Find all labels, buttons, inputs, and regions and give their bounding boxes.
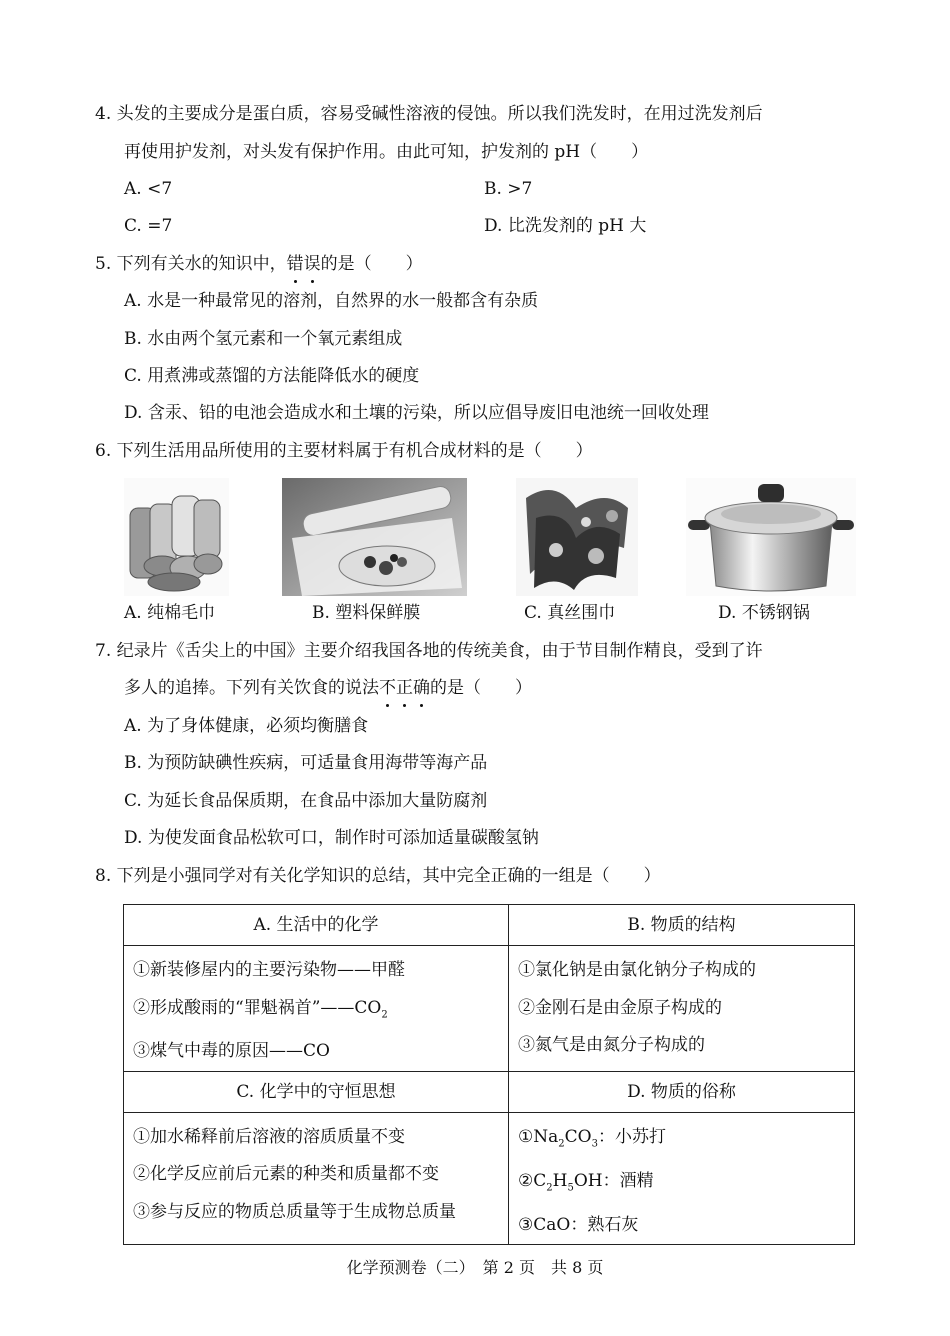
q7-option-a: A. 为了身体健康，必须均衡膳食 bbox=[124, 716, 369, 736]
option-c-item-2: ②化学反应前后元素的种类和质量都不变 bbox=[133, 1164, 439, 1185]
q5-stem-post: 的是（ ） bbox=[320, 254, 423, 274]
q4-option-c: C. =7 bbox=[124, 216, 173, 236]
option-d-content bbox=[509, 1112, 855, 1244]
q6-option-b: B. 塑料保鲜膜 bbox=[312, 603, 421, 623]
q4-option-b: B. >7 bbox=[484, 179, 533, 199]
option-b-item-3: ③氮气是由氮分子构成的 bbox=[518, 1035, 705, 1055]
option-c-item-3: ③参与反应的物质总质量等于生成物总质量 bbox=[133, 1201, 456, 1222]
option-d-item-2 bbox=[518, 1163, 854, 1207]
subscript: 3 bbox=[591, 1138, 598, 1150]
option-a-item-2-text: ②形成酸雨的“罪魁祸首”——CO bbox=[133, 997, 382, 1018]
q4-stem-line1: 4. 头发的主要成分是蛋白质，容易受碱性溶液的侵蚀。所以我们洗发时，在用过洗发剂后 bbox=[95, 104, 763, 124]
q6-option-c: C. 真丝围巾 bbox=[524, 603, 616, 623]
emphasis-char: 不 bbox=[379, 678, 396, 698]
emphasis-char: 误 bbox=[303, 254, 321, 274]
option-d-header: D. 物质的俗称 bbox=[509, 1071, 855, 1112]
q7-stem-post: 的是（ ） bbox=[430, 678, 532, 698]
q5-option-a: A. 水是一种最常见的溶剂，自然界的水一般都含有杂质 bbox=[124, 291, 539, 311]
stainless-pot-image bbox=[686, 478, 856, 596]
q4-option-a: A. <7 bbox=[124, 179, 173, 199]
q4-option-d: D. 比洗发剂的 pH 大 bbox=[484, 216, 647, 236]
formula-part: H bbox=[552, 1170, 568, 1191]
option-b-item-2: ②金刚石是由金原子构成的 bbox=[518, 997, 722, 1018]
emphasis-char: 错 bbox=[286, 254, 304, 274]
subscript: 2 bbox=[546, 1182, 553, 1194]
emphasis-char: 确 bbox=[413, 678, 430, 698]
q8-stem: 8. 下列是小强同学对有关化学知识的总结，其中完全正确的一组是（ ） bbox=[95, 866, 661, 886]
page-footer: 化学预测卷（二） 第 2 页 共 8 页 bbox=[346, 1258, 604, 1277]
q5-option-c: C. 用煮沸或蒸馏的方法能降低水的硬度 bbox=[124, 366, 420, 386]
q5-stem-pre: 5. 下列有关水的知识中， bbox=[95, 254, 287, 274]
option-b-header: B. 物质的结构 bbox=[509, 905, 855, 946]
option-a-content bbox=[124, 946, 509, 1072]
formula-part: ：小苏打 bbox=[597, 1126, 666, 1147]
option-d-item-1 bbox=[518, 1119, 854, 1163]
silk-scarf-image bbox=[516, 478, 638, 596]
q7-stem-pre: 多人的追捧。下列有关饮食的说法 bbox=[124, 678, 379, 698]
q7-option-c: C. 为延长食品保质期，在食品中添加大量防腐剂 bbox=[124, 791, 488, 811]
formula-part: OH：酒精 bbox=[573, 1170, 654, 1191]
q7-stem-line1: 7. 纪录片《舌尖上的中国》主要介绍我国各地的传统美食，由于节目制作精良，受到了许 bbox=[95, 641, 763, 661]
formula-part: CO bbox=[564, 1126, 592, 1147]
q7-option-d: D. 为使发面食品松软可口，制作时可添加适量碳酸氢钠 bbox=[124, 828, 539, 848]
option-d-item-3: ③CaO：熟石灰 bbox=[518, 1214, 639, 1235]
towel-image bbox=[124, 478, 229, 596]
emphasis-char: 正 bbox=[396, 678, 413, 698]
q5-option-b: B. 水由两个氢元素和一个氧元素组成 bbox=[124, 329, 403, 349]
subscript: 5 bbox=[567, 1182, 574, 1194]
option-c-content bbox=[124, 1112, 509, 1244]
q6-stem: 6. 下列生活用品所使用的主要材料属于有机合成材料的是（ ） bbox=[95, 441, 593, 461]
option-a-header: A. 生活中的化学 bbox=[124, 905, 509, 946]
q5-stem bbox=[95, 252, 423, 276]
option-b-content bbox=[509, 946, 855, 1072]
q7-stem-line2 bbox=[124, 676, 532, 700]
option-a-item-2 bbox=[133, 990, 508, 1034]
subscript: 2 bbox=[558, 1138, 565, 1150]
q8-options-table bbox=[123, 904, 855, 1245]
q6-option-d: D. 不锈钢锅 bbox=[718, 603, 810, 623]
q7-option-b: B. 为预防缺碘性疾病，可适量食用海带等海产品 bbox=[124, 753, 488, 773]
plastic-wrap-image bbox=[282, 478, 467, 596]
option-a-item-3: ③煤气中毒的原因——CO bbox=[133, 1041, 330, 1062]
formula-part: ①Na bbox=[518, 1126, 559, 1147]
subscript: 2 bbox=[381, 1008, 388, 1020]
option-b-item-1: ①氯化钠是由氯化钠分子构成的 bbox=[518, 960, 756, 980]
option-c-header: C. 化学中的守恒思想 bbox=[124, 1071, 509, 1112]
formula-part: ②C bbox=[518, 1170, 547, 1191]
option-c-item-1: ①加水稀释前后溶液的溶质质量不变 bbox=[133, 1126, 405, 1147]
option-a-item-1: ①新装修屋内的主要污染物——甲醛 bbox=[133, 960, 405, 980]
q4-stem-line2: 再使用护发剂，对头发有保护作用。由此可知，护发剂的 pH（ ） bbox=[124, 142, 649, 162]
q6-option-a: A. 纯棉毛巾 bbox=[124, 603, 216, 623]
q5-option-d: D. 含汞、铅的电池会造成水和土壤的污染，所以应倡导废旧电池统一回收处理 bbox=[124, 403, 709, 423]
